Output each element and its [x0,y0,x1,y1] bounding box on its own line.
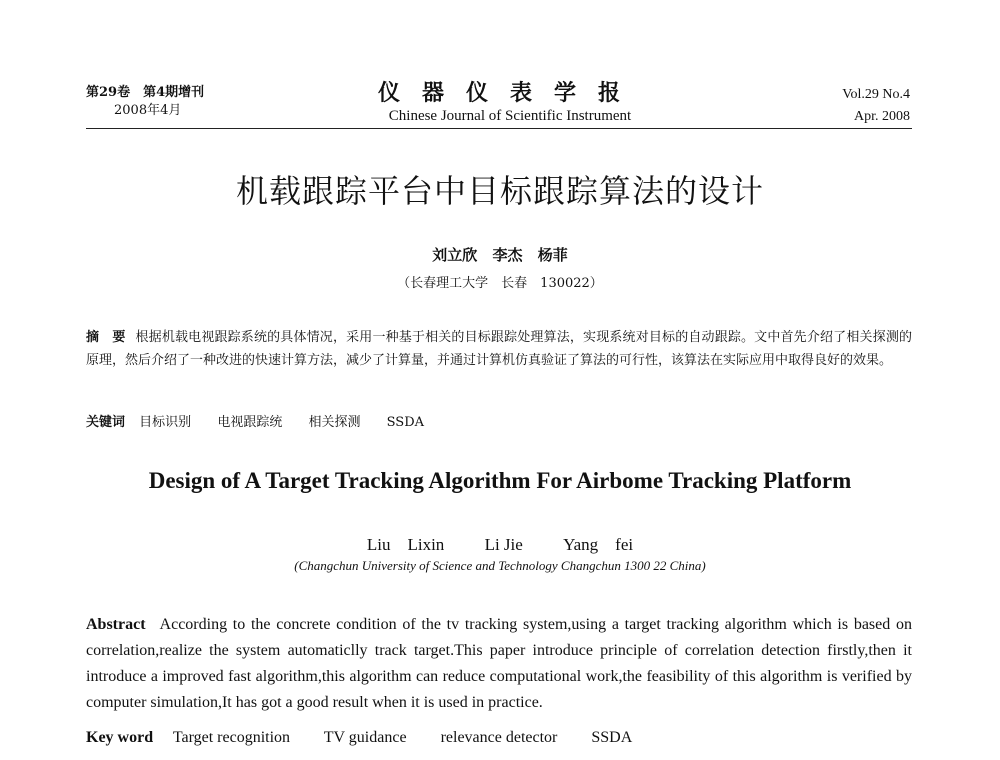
abstract-en-label: Abstract [86,616,146,633]
keyword-cn: 相关探测 [308,415,361,430]
abstract-cn-label: 摘 要 [86,330,126,345]
authors-en [0,530,1000,555]
author-en: Yang fei [563,535,634,554]
keywords-en-label: Key word [86,729,154,746]
author-en: Li Jie [484,535,523,554]
journal-volume-info [842,84,910,128]
author-cn: 李杰 [492,246,523,264]
journal-name [340,80,680,126]
journal-name-en: Chinese Journal of Scientific Instrument [388,108,632,124]
keyword-en: TV guidance [323,729,407,746]
authors-cn [0,244,1000,265]
keyword-en: Target recognition [172,729,291,746]
affiliation-cn: （长春理工大学 长春 130022） [397,276,603,291]
journal-issue-info [86,84,204,120]
keywords-en [86,726,912,750]
keyword-en: SSDA [591,729,633,746]
abstract-cn [86,326,912,372]
volume-issue-cn: 第29卷 第4期增刊 [86,85,205,100]
author-cn: 刘立欣 [432,246,478,264]
abstract-cn-text: 根据机载电视跟踪系统的具体情况，采用一种基于相关的目标跟踪处理算法，实现系统对目标的自动跟踪。文中首先介绍了相关探测的原理，然后介绍了一种改进的快速计算方法，减少了计算量，并通过计算机仿真验证了算法的可行性，该算法在实际应用中取得良好的效果。 [86,330,912,368]
paper-title-en: Design of A Target Tracking Algorithm For Airbome Tracking Platform [148,468,852,493]
abstract-en [86,612,912,716]
volume-en: Vol.29 No.4 [842,87,910,102]
journal-name-cn: 仪器仪表学报 [377,80,642,106]
keywords-cn [86,412,912,434]
keyword-cn: 电视跟踪统 [217,415,283,430]
paper-title-cn: 机载跟踪平台中目标跟踪算法的设计 [235,172,764,210]
header-divider [86,128,912,129]
affiliation-en: (Changchun University of Science and Technology Changchun 1300 22 China) [294,558,706,573]
keyword-cn: 目标识别 [139,415,192,430]
keywords-cn-label: 关键词 [86,415,126,430]
date-cn: 2008年4月 [114,103,182,118]
author-cn: 杨菲 [537,246,568,264]
author-en: Liu Lixin [366,535,445,554]
abstract-en-text: According to the concrete condition of the tv tracking system,using a target tracking algorithm which is based on correlation,realize the system automaticlly track target.This paper introduce principle of correlation detection firstly,then it introduce a improved fast algorithm,this algorithm can reduce computational work,the feasibility of this algorithm is verified by computer simulation,It has got a good result when it is used in practice. [86,616,912,711]
keyword-cn: SSDA [386,415,425,430]
date-en: Apr. 2008 [854,109,910,124]
keyword-en: relevance detector [440,729,558,746]
